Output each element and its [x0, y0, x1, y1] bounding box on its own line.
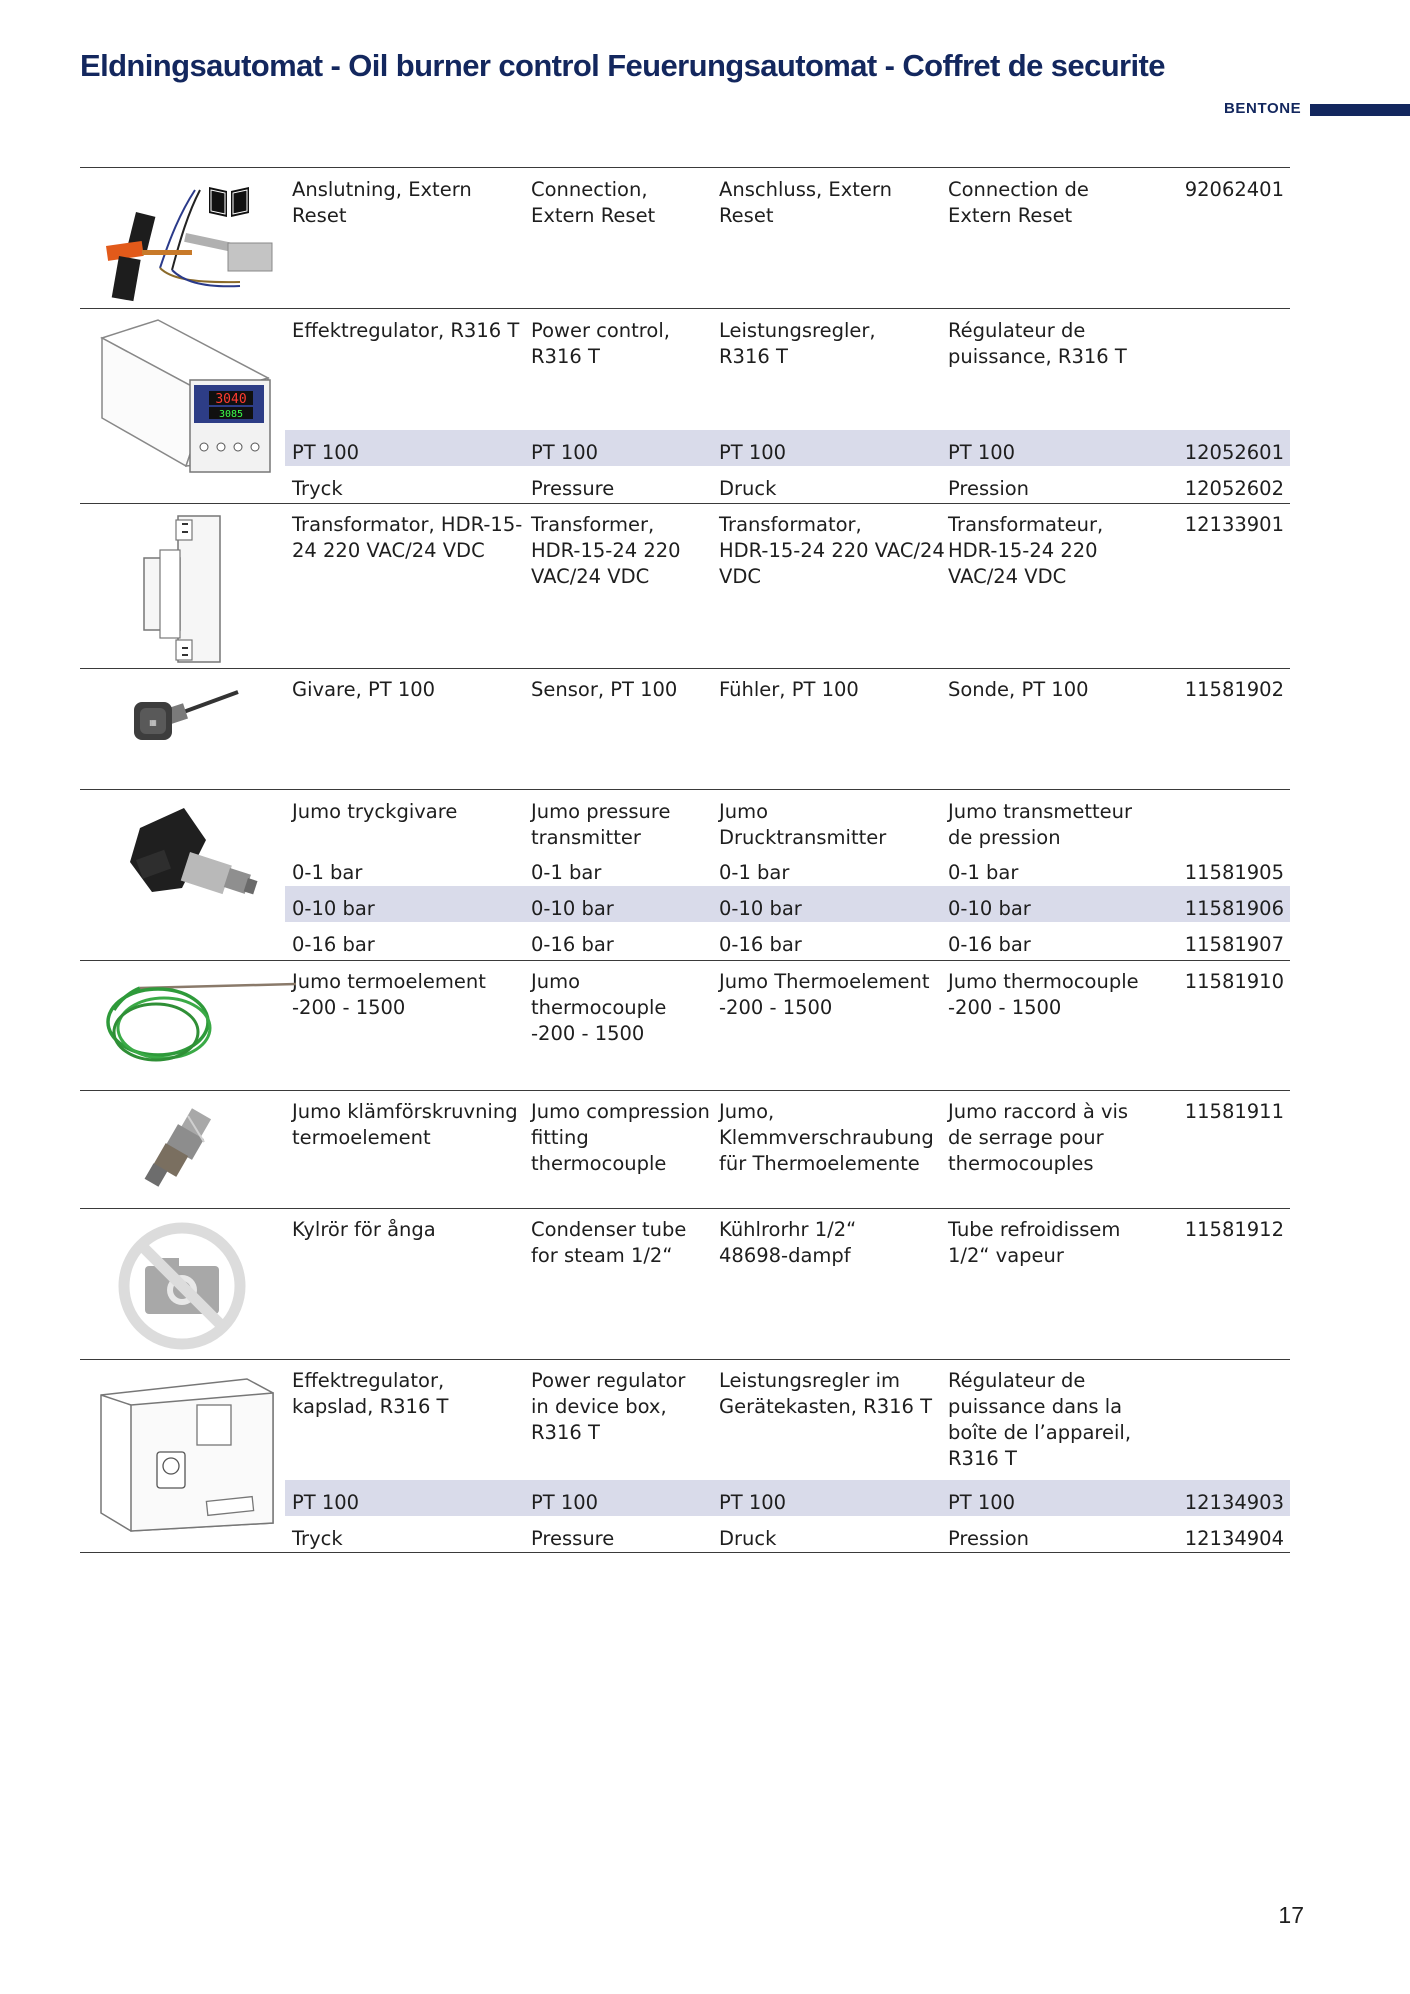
page-number: 17	[1278, 1902, 1304, 1928]
row-text-sv: Givare, PT 100	[292, 678, 436, 701]
row-text-en: Power regulator in device box, R316 T	[531, 1369, 686, 1444]
row-text-fr: Transformateur, HDR-15-24 220 VAC/24 VDC	[948, 513, 1104, 588]
device-box-drawing	[97, 1375, 277, 1535]
row-text-sv: 0-1 bar	[292, 861, 363, 884]
row-text-en: Jumo compression fitting thermocouple	[531, 1100, 710, 1175]
row-text-fr: 0-16 bar	[948, 933, 1031, 956]
svg-text:▦: ▦	[149, 718, 157, 727]
row-text-de: Druck	[719, 477, 777, 500]
row-text-en: PT 100	[531, 1491, 599, 1514]
row-divider	[80, 308, 1290, 309]
row-divider	[80, 167, 1290, 168]
row-text-de: PT 100	[719, 1491, 787, 1514]
row-text-de: 0-16 bar	[719, 933, 802, 956]
row-text-sv: Jumo termoelement -200 - 1500	[292, 970, 486, 1019]
row-text-en: Jumo thermocouple -200 - 1500	[531, 970, 667, 1045]
row-text-de: 0-1 bar	[719, 861, 790, 884]
row-divider	[80, 1208, 1290, 1209]
row-text-sv: Kylrör för ånga	[292, 1218, 436, 1241]
row-text-en: Condenser tube for steam 1/2“	[531, 1218, 687, 1267]
row-text-sv: Anslutning, Extern Reset	[292, 178, 472, 227]
article-number: 12133901	[1184, 513, 1284, 536]
row-text-fr: PT 100	[948, 441, 1016, 464]
row-text-de: Transformator, HDR-15-24 220 VAC/24 VDC	[719, 513, 945, 588]
row-text-sv: PT 100	[292, 1491, 360, 1514]
article-number: 92062401	[1184, 178, 1284, 201]
row-text-fr: Jumo transmetteur de pression	[948, 800, 1133, 849]
row-text-de: Jumo Thermoelement -200 - 1500	[719, 970, 930, 1019]
row-divider	[80, 960, 1290, 961]
row-text-sv: Effektregulator, R316 T	[292, 319, 520, 342]
pt100-sensor-photo	[130, 680, 240, 748]
row-text-sv: Effektregulator, kapslad, R316 T	[292, 1369, 449, 1418]
article-number: 12052601	[1184, 441, 1284, 464]
row-text-fr: Régulateur de puissance dans la boîte de l’appareil, R316 T	[948, 1369, 1132, 1470]
row-text-fr: Tube refroidissem 1/2“ vapeur	[948, 1218, 1121, 1267]
article-number: 12134903	[1184, 1491, 1284, 1514]
row-text-de: Jumo, Klemmverschraubung für Thermoelemente	[719, 1100, 934, 1175]
pressure-transmitter-photo	[122, 800, 262, 910]
row-divider	[80, 503, 1290, 504]
row-text-en: 0-10 bar	[531, 897, 614, 920]
row-text-en: Pressure	[531, 477, 615, 500]
row-text-sv: 0-10 bar	[292, 897, 375, 920]
row-divider	[80, 1552, 1290, 1553]
book-icon	[205, 181, 253, 221]
row-text-fr: Jumo raccord à vis de serrage pour thermocouples	[948, 1100, 1129, 1175]
row-band	[285, 430, 1290, 466]
row-text-en: Sensor, PT 100	[531, 678, 678, 701]
power-controller-unit-drawing	[98, 318, 274, 478]
row-text-de: Jumo Drucktransmitter	[719, 800, 887, 849]
row-text-de: 0-10 bar	[719, 897, 802, 920]
row-text-fr: Régulateur de puissance, R316 T	[948, 319, 1127, 368]
row-text-sv: Jumo tryckgivare	[292, 800, 458, 823]
row-divider	[80, 1090, 1290, 1091]
article-number: 11581907	[1184, 933, 1284, 956]
row-text-fr: 0-10 bar	[948, 897, 1031, 920]
article-number: 11581910	[1184, 970, 1284, 993]
row-text-fr: Connection de Extern Reset	[948, 178, 1089, 227]
row-text-de: Leistungsregler, R316 T	[719, 319, 876, 368]
row-divider	[80, 789, 1290, 790]
display-bottom: 3085	[218, 409, 244, 420]
compression-fitting-photo	[140, 1108, 220, 1193]
display-top: 3040	[215, 392, 247, 407]
din-rail-transformer-drawing	[138, 510, 228, 668]
row-text-en: Jumo pressure transmitter	[531, 800, 671, 849]
row-text-de: Fühler, PT 100	[719, 678, 859, 701]
row-text-en: Transformer, HDR-15-24 220 VAC/24 VDC	[531, 513, 681, 588]
article-number: 11581911	[1184, 1100, 1284, 1123]
row-text-en: Pressure	[531, 1527, 615, 1550]
article-number: 12052602	[1184, 477, 1284, 500]
no-image-icon	[115, 1219, 249, 1353]
row-text-de: Druck	[719, 1527, 777, 1550]
row-text-sv: Tryck	[292, 477, 343, 500]
article-number: 11581912	[1184, 1218, 1284, 1241]
row-text-en: Connection, Extern Reset	[531, 178, 656, 227]
row-text-fr: 0-1 bar	[948, 861, 1019, 884]
row-text-en: PT 100	[531, 441, 599, 464]
article-number: 12134904	[1184, 1527, 1284, 1550]
row-text-sv: Transformator, HDR-15- 24 220 VAC/24 VDC	[292, 513, 523, 562]
row-text-en: Power control, R316 T	[531, 319, 670, 368]
row-text-fr: Pression	[948, 1527, 1030, 1550]
brand-bar	[1310, 104, 1410, 116]
article-number: 11581905	[1184, 861, 1284, 884]
page-title: Eldningsautomat - Oil burner control Feuerungsautomat - Coffret de securite	[80, 48, 1165, 83]
row-text-fr: Pression	[948, 477, 1030, 500]
row-text-sv: 0-16 bar	[292, 933, 375, 956]
brand-label: BENTONE	[1224, 100, 1302, 117]
row-text-de: Leistungsregler im Gerätekasten, R316 T	[719, 1369, 933, 1418]
row-text-fr: Sonde, PT 100	[948, 678, 1089, 701]
row-text-en: 0-1 bar	[531, 861, 602, 884]
row-divider	[80, 1359, 1290, 1360]
row-text-de: Kühlrorhr 1/2“ 48698-dampf	[719, 1218, 857, 1267]
extern-reset-cable-photo	[100, 178, 290, 303]
row-band	[285, 1480, 1290, 1516]
row-text-de: Anschluss, Extern Reset	[719, 178, 892, 227]
row-text-sv: PT 100	[292, 441, 360, 464]
row-text-fr: Jumo thermocouple -200 - 1500	[948, 970, 1139, 1019]
row-text-en: 0-16 bar	[531, 933, 614, 956]
row-text-fr: PT 100	[948, 1491, 1016, 1514]
row-text-de: PT 100	[719, 441, 787, 464]
thermocouple-cable-photo	[100, 978, 300, 1073]
article-number: 11581902	[1184, 678, 1284, 701]
row-text-sv: Jumo klämförskruvning termoelement	[292, 1100, 518, 1149]
row-divider	[80, 668, 1290, 669]
row-text-sv: Tryck	[292, 1527, 343, 1550]
article-number: 11581906	[1184, 897, 1284, 920]
